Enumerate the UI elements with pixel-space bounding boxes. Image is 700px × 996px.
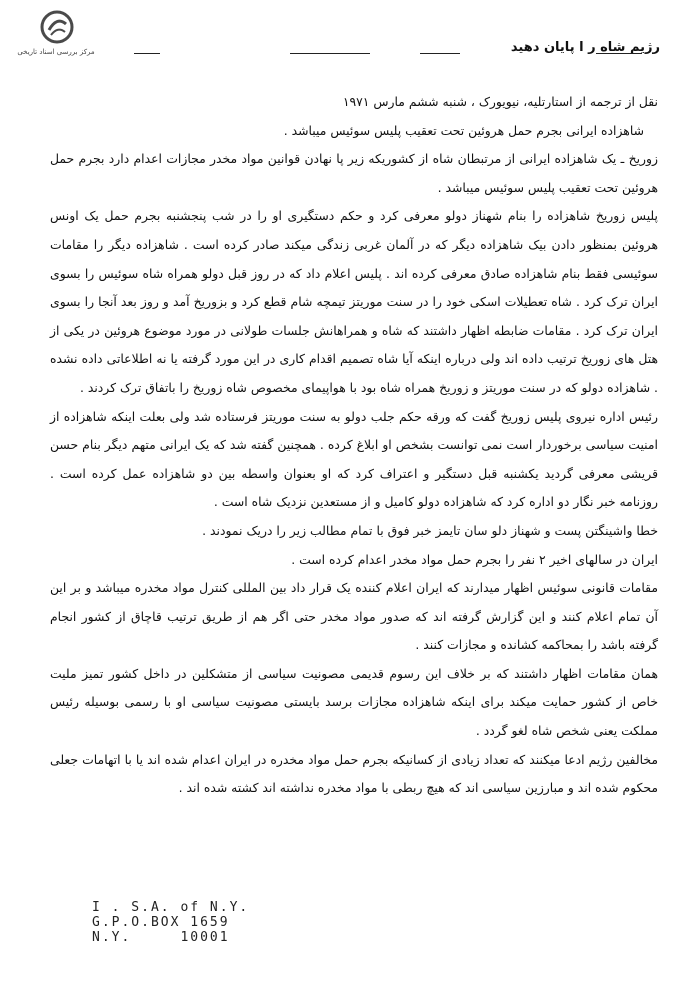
- header-title: رژیم شاه ر ا پایان دهید: [510, 40, 660, 55]
- headline: شاهزاده ایرانی بجرم حمل هروئین تحت تعقیب پلیس سوئیس میباشد .: [283, 122, 644, 138]
- paragraph: خطا واشینگتن پست و شهناز دلو سان تایمز خبر فوق با تمام مطالب زیر را دریک نمودند .: [202, 522, 658, 538]
- address-line: N.Y. 10001: [92, 930, 230, 945]
- paragraph: مخالفین رژیم ادعا میکنند که تعداد زیادی از کسانیکه بجرم حمل مواد مخدره در ایران اعدام شده اند یا با اتهامات جعلی محکوم شده اند و مبارزین سیاسی اند که هیچ ربطی با مواد مخدره نداشته اند کشته شده اند .: [50, 751, 658, 796]
- header-rule-1: [596, 53, 642, 54]
- document-body: [50, 88, 658, 803]
- paragraph: همان مقامات اظهار داشتند که بر خلاف این رسوم قدیمی مصونیت سیاسی از متشکلین در داخل کشور تمیز ملیت خاص از کشور حمایت میکند برای اینکه شاهزاده مجازات برسد بایستی مصونیت سیاسی او با رسمی بوسیله رئیس مملکت یعنی شخص شاه لغو گردد .: [50, 665, 658, 739]
- paragraph: ایران در سالهای اخیر ۲ نفر را بجرم حمل مواد مخدر اعدام کرده است .: [291, 551, 658, 567]
- paragraph: زوریخ ـ یک شاهزاده ایرانی از مرتبطان شاه از کشوریکه زیر پا نهادن قوانین مواد مخدر مجازات اعدام دارد بجرم حمل هروئین تحت تعقیب پلیس سوئیس میباشد .: [50, 151, 658, 195]
- logo-caption: مرکز بررسی اسناد تاریخی: [17, 48, 95, 56]
- header-rule-3: [290, 53, 370, 54]
- paragraph: رئیس اداره نیروی پلیس زوریخ گفت که ورقه حکم جلب دولو به سنت موریتز فرستاده شد ولی بعلت اینکه شاهزاده از امنیت سیاسی برخوردار است نمی توانست بشخص او ابلاغ کرده . همچنین گفته شد که یک ایرانی متهم دیگر بنام حسن قریشی معرفی گردید یکشنبه قبل دستگیر و اعتراف کرد که او بعنوان واسطه بین دو شاهزاده عمل کرده است . روزنامه خبر نگار دو اداره کرد که شاهزاده دولو کامیل و از مستعدین نزدیک شاه است .: [50, 408, 658, 510]
- paragraph: پلیس زوریخ شاهزاده را بنام شهناز دولو معرفی کرد و حکم دستگیری او را در شب پنجشنبه بجرم حمل یک اونس هروئین بمنظور دادن بیک شاهزاده دیگر که در آلمان غربی زندگی میکند صادر کرده است . شاهزاده دیگر را مقامات سوئیسی فقط بنام شاهزاده صادق معرفی کرده اند . پلیس اعلام داد که در روز قبل دولو همراه شاه سوئیس را بسوی ایران ترک کرد . شاه تعطیلات اسکی خود را در سنت موریتز تیمچه شام قطع کرد و بزوریخ آمد و روز بعد آنجا را بسوی ایران ترک کرد . مقامات ضابطه اظهار داشتند که شاه و همراهانش جلسات طولانی در مورد موضوع هروئین در یکی از هتل های زوریخ ترتیب داده اند ولی درباره اینکه آیا شاه تصمیم اقدام کاری در این مورد گرفته یا نه اطلاعاتی داده نشده . شاهزاده دولو که در سنت موریتز و زوریخ همراه شاه بود با هواپیمای مخصوص شاه زوریخ را باتفاق ترک کردند .: [50, 208, 658, 395]
- source-line: نقل از ترجمه از استارتلیه، نیویورک ، شنبه ششم مارس ۱۹۷۱: [342, 94, 658, 109]
- sender-address: [92, 900, 249, 945]
- archive-emblem-icon: [40, 10, 74, 44]
- header-rule-4: [134, 53, 160, 54]
- document-header: [120, 40, 660, 66]
- archive-logo: [14, 10, 98, 62]
- paragraph: مقامات قانونی سوئیس اظهار میدارند که ایران اعلام کننده یک قرار داد بین المللی کنترل مواد مخدره میباشد و بر این آن تمام اعلام کنند و این گزارش گرفته اند که صدور مواد مخدر حتی اگر هم از طریق ترتیب قاچاق از کشور انجام گرفته باشد را بمحاکمه کشانده و مجازات کنند .: [50, 580, 658, 653]
- address-line: I . S.A. of N.Y.: [92, 900, 250, 915]
- address-line: G.P.O.BOX 1659: [92, 915, 230, 930]
- header-rule-2: [420, 53, 460, 54]
